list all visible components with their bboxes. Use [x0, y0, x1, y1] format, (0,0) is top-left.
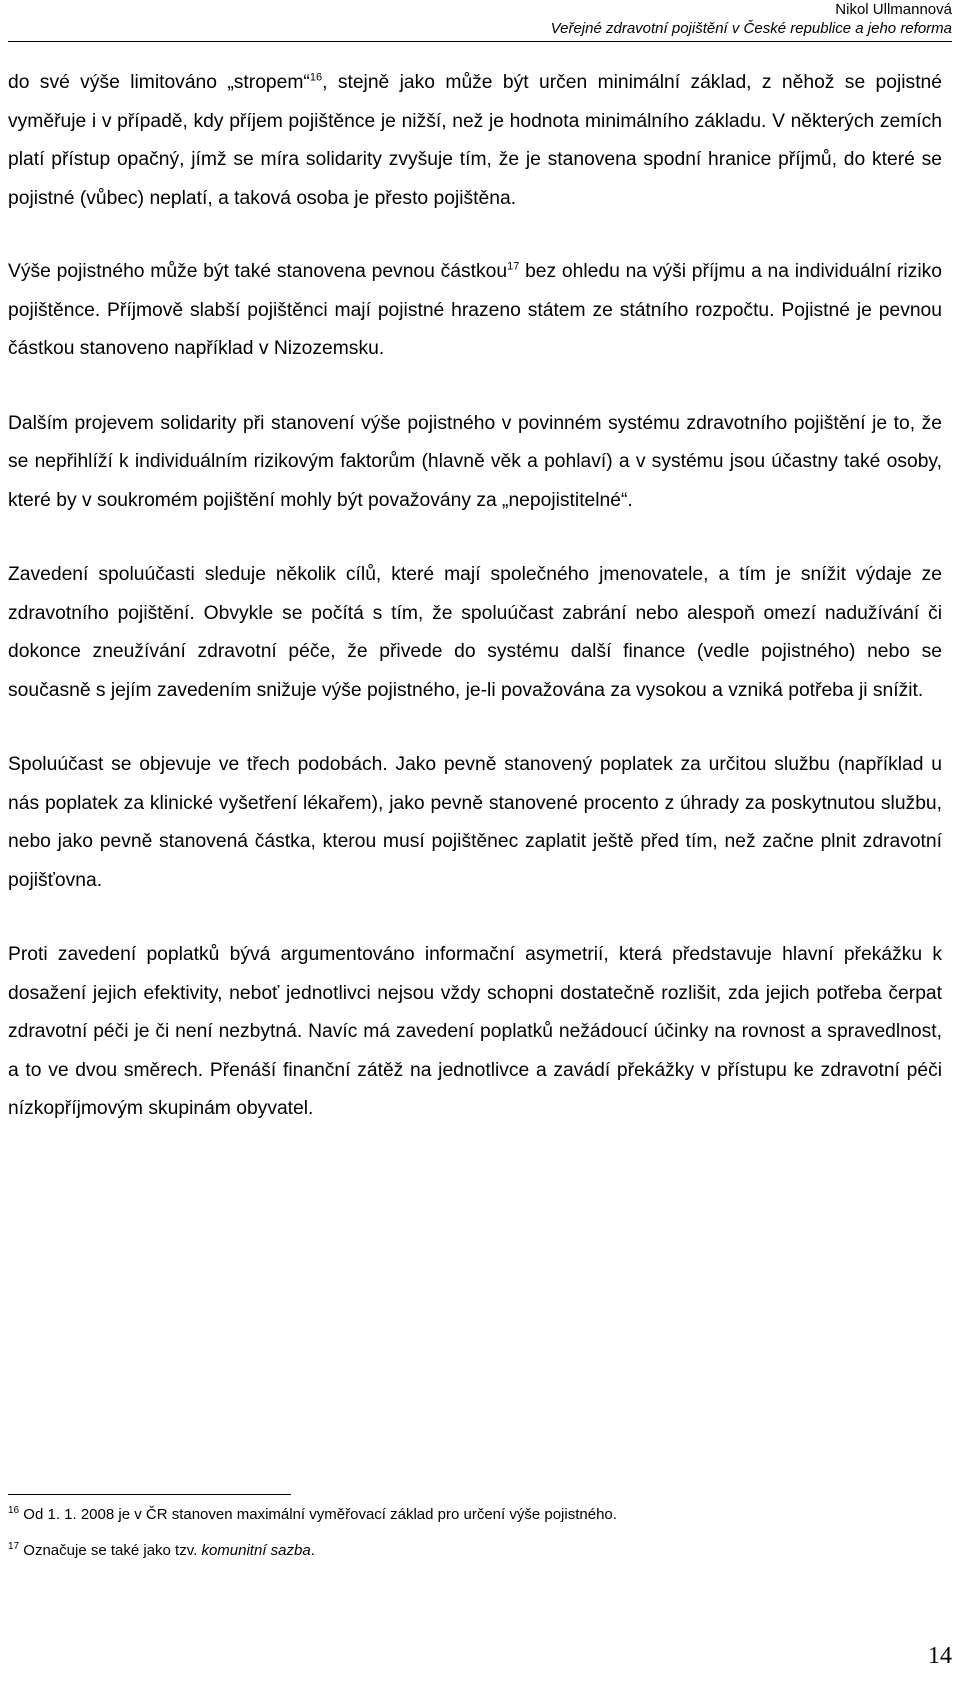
paragraph-1: do své výše limitováno „stropem“$^{16}$, stejně jako může být určen minimální základ, z něhož se pojistné vyměřuje i v případě, kdy příjem pojištěnce je nižší, než je hodnota minimálního základu. V některých zemích platí přístup opačný, jímž se míra solidarity zvyšuje tím, že je stanovena spodní hranice příjmů, do které se pojistné (vůbec) neplatí, a taková osoba je přesto pojištěna.	[8, 71, 942, 209]
header-rule	[8, 41, 952, 42]
paragraph-5: Spoluúčast se objevuje ve třech podobách. Jako pevně stanovený poplatek za určitou službu (například u nás poplatek za klinické vyšetření lékařem), jako pevně stanovené procento z úhrady za poskytnutou službu, nebo jako pevně stanovená částka, kterou musí pojištěnec zaplatit ještě před tím, než začne plnit zdravotní pojišťovna.	[8, 754, 942, 891]
document-body	[8, 64, 942, 1129]
footnote-separator	[8, 1494, 291, 1495]
header-author: Nikol Ullmannová	[835, 1, 952, 18]
paragraph-2: Výše pojistného může být také stanovena pevnou částkou$^{17}$ bez ohledu na výši příjmu a na individuální riziko pojištěnce. Příjmově slabší pojištěnci mají pojistné hrazeno státem ze státního rozpočtu. Pojistné je pevnou částkou stanoveno například v Nizozemsku.	[8, 260, 942, 359]
footnote-ref-16[interactable]: 16	[309, 71, 323, 84]
footnote-17: $^{17}$ Označuje se také jako tzv. komunitní sazba.	[8, 1541, 315, 1559]
footnote-ref-17[interactable]: 17	[507, 260, 520, 273]
footnote-16: $^{16}$ Od 1. 1. 2008 je v ČR stanoven maximální vyměřovací základ pro určení výše pojistného.	[8, 1505, 617, 1523]
paragraph-4: Zavedení spoluúčasti sleduje několik cílů, které mají společného jmenovatele, a tím je snížit výdaje ze zdravotního pojištění. Obvykle se počítá s tím, že spoluúčast zabrání nebo alespoň omezí nadužívání či dokonce zneužívání zdravotní péče, že přivede do systému další finance (vedle pojistného) nebo se současně s jejím zavedením snižuje výše pojistného, je-li považována za vysokou a vzniká potřeba ji snížit.	[8, 564, 942, 701]
footnotes	[8, 1505, 942, 1577]
paragraph-6: Proti zavedení poplatků bývá argumentováno informační asymetrií, která představuje hlavní překážku k dosažení jejich efektivity, neboť jednotlivci nejsou vždy schopni dostatečně rozlišit, zda jejich potřeba čerpat zdravotní péči je či není nezbytná. Navíc má zavedení poplatků nežádoucí účinky na rovnost a spravedlnost, a to ve dvou směrech. Přenáší finanční zátěž na jednotlivce a zavádí překážky v přístupu ke zdravotní péči nízkopříjmovým skupinám obyvatel.	[8, 944, 942, 1119]
header-title: Veřejné zdravotní pojištění v České republice a jeho reforma	[550, 20, 952, 37]
running-header	[551, 0, 952, 38]
paragraph-3: Dalším projevem solidarity při stanovení výše pojistného v povinném systému zdravotního pojištění je to, že se nepřihlíží k individuálním rizikovým faktorům (hlavně věk a pohlaví) a v systému jsou účastny také osoby, které by v soukromém pojištění mohly být považovány za „nepojistitelné“.	[8, 412, 942, 511]
page-number: 14	[928, 1643, 952, 1669]
